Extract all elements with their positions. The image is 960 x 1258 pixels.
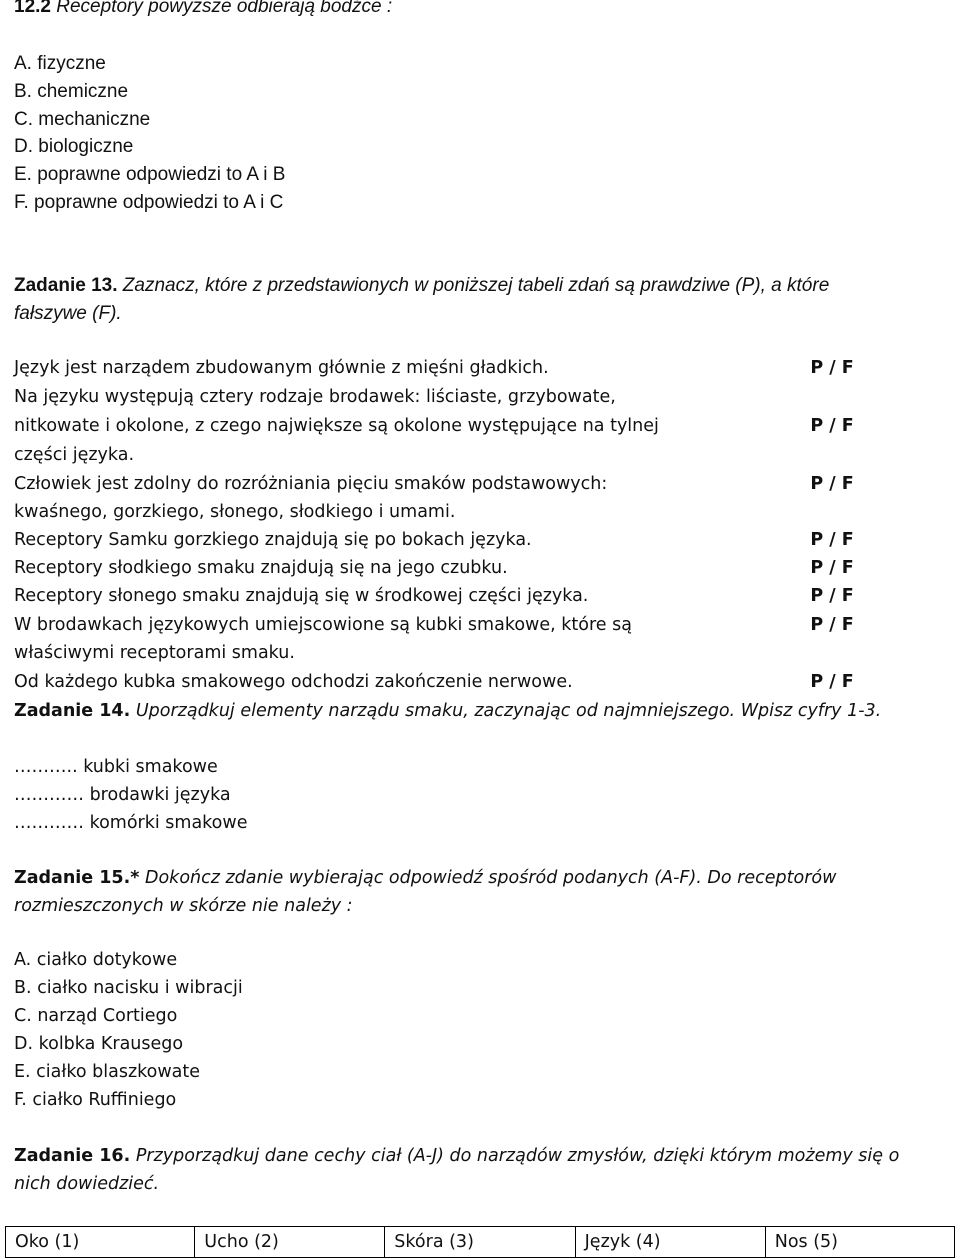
task-13-instruction xyxy=(14,275,829,297)
table-row xyxy=(6,1227,955,1258)
task-label: Zadanie 13. xyxy=(14,275,118,296)
answer-pf-8[interactable]: P / F xyxy=(810,672,854,692)
list-item: C. mechaniczne xyxy=(14,108,151,130)
task-label: Zadanie 15. xyxy=(14,868,131,888)
table-cell: Ucho (2) xyxy=(195,1227,385,1258)
instruction-text: nich dowiedzieć. xyxy=(14,1174,160,1194)
statement-3-line: Człowiek jest zdolny do rozróżniania pięciu smaków podstawowych: xyxy=(14,474,608,494)
ordering-list xyxy=(14,757,247,841)
instruction-text: fałszywe (F). xyxy=(14,303,122,324)
instruction-text: Dokończ zdanie wybierając odpowiedź spośród podanych (A-F). Do receptorów xyxy=(145,868,837,888)
statement-1: Język jest narządem zbudowanym głównie z mięśni gładkich. xyxy=(14,358,549,378)
task-14-instruction xyxy=(14,701,881,721)
list-item: A. fizyczne xyxy=(14,53,106,74)
table-cell: Skóra (3) xyxy=(385,1227,575,1258)
instruction-text: Uporządkuj elementy narządu smaku, zaczynając od najmniejszego. Wpisz cyfry 1-3. xyxy=(135,701,882,721)
task-label: Zadanie 14. xyxy=(14,701,131,721)
list-item: F. ciałko Ruffiniego xyxy=(14,1090,177,1110)
section-heading xyxy=(14,0,392,18)
table-cell: Język (4) xyxy=(575,1227,765,1258)
star-mark: * xyxy=(130,868,140,888)
answer-pf-2[interactable]: P / F xyxy=(810,416,854,436)
list-item: D. kolbka Krausego xyxy=(14,1034,184,1054)
answer-column xyxy=(706,358,958,698)
list-item: D. biologiczne xyxy=(14,136,134,158)
senses-table xyxy=(5,1226,955,1258)
task-16-instruction xyxy=(14,1146,899,1166)
list-item: A. ciałko dotykowe xyxy=(14,950,178,970)
statement-8: Od każdego kubka smakowego odchodzi zakończenie nerwowe. xyxy=(14,672,573,692)
task-15-instruction xyxy=(14,868,836,888)
answer-pf-1[interactable]: P / F xyxy=(810,358,854,378)
option-list xyxy=(14,950,243,1118)
answer-pf-6[interactable]: P / F xyxy=(810,586,854,606)
answer-pf-5[interactable]: P / F xyxy=(810,558,854,578)
statement-2-line: nitkowate i okolone, z czego największe są okolone występujące na tylnej xyxy=(14,416,659,436)
answer-pf-7[interactable]: P / F xyxy=(810,615,854,635)
table-cell: Oko (1) xyxy=(6,1227,195,1258)
statement-6: Receptory słonego smaku znajdują się w środkowej części języka. xyxy=(14,586,589,606)
list-item: E. ciałko blaszkowate xyxy=(14,1062,201,1082)
option-list xyxy=(14,53,285,220)
task-label: Zadanie 16. xyxy=(14,1146,131,1166)
list-item: C. narząd Cortiego xyxy=(14,1006,178,1026)
list-item: B. chemiczne xyxy=(14,80,129,102)
task-15-instruction-cont xyxy=(14,896,353,916)
list-item: ………… brodawki języka xyxy=(14,785,231,805)
heading-number: 12.2 xyxy=(14,0,51,17)
statement-7-line: W brodawkach językowych umiejscowione są kubki smakowe, które są xyxy=(14,615,632,635)
statement-3-line: kwaśnego, gorzkiego, słonego, słodkiego i umami. xyxy=(14,502,456,522)
list-item: ……….. kubki smakowe xyxy=(14,757,218,777)
list-item: ………… komórki smakowe xyxy=(14,813,248,833)
list-item: F. poprawne odpowiedzi to A i C xyxy=(14,191,284,213)
instruction-text: Przyporządkuj dane cechy ciał (A-J) do narządów zmysłów, dzięki którym możemy się o xyxy=(135,1146,900,1166)
task-16-instruction-cont xyxy=(14,1174,159,1194)
statement-5: Receptory słodkiego smaku znajdują się na jego czubku. xyxy=(14,558,508,578)
statement-2-line: Na języku występują cztery rodzaje brodawek: liściaste, grzybowate, xyxy=(14,387,616,407)
instruction-text-cont xyxy=(14,303,122,325)
answer-pf-4[interactable]: P / F xyxy=(810,530,854,550)
answer-pf-3[interactable]: P / F xyxy=(810,474,854,494)
statement-4: Receptory Samku gorzkiego znajdują się po bokach języka. xyxy=(14,530,532,550)
instruction-text: rozmieszczonych w skórze nie należy : xyxy=(14,896,353,916)
list-item: B. ciałko nacisku i wibracji xyxy=(14,978,243,998)
table-cell: Nos (5) xyxy=(765,1227,954,1258)
list-item: E. poprawne odpowiedzi to A i B xyxy=(14,164,286,186)
statement-7-line: właściwymi receptorami smaku. xyxy=(14,643,295,663)
statement-2-line: części języka. xyxy=(14,445,135,465)
heading-text: Receptory powyższe odbierają bodźce : xyxy=(56,0,393,17)
instruction-text: Zaznacz, które z przedstawionych w poniższej tabeli zdań są prawdziwe (P), a które xyxy=(122,275,830,296)
